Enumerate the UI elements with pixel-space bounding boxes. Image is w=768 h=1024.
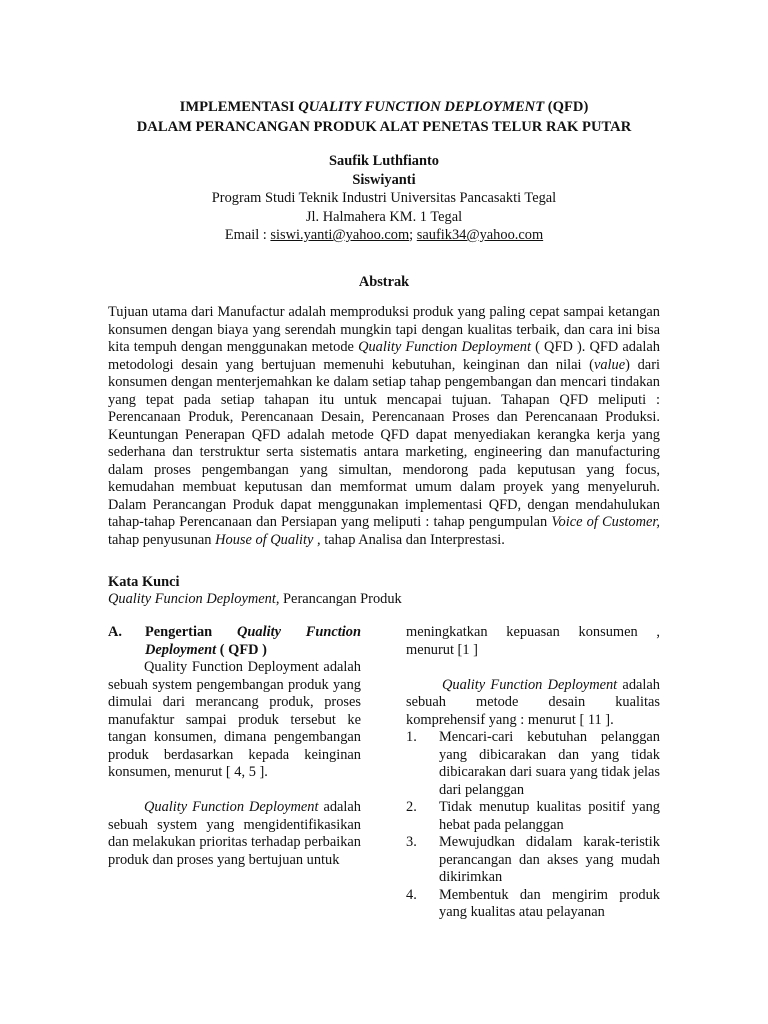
title-line-1: IMPLEMENTASI QUALITY FUNCTION DEPLOYMENT (QFD) [179, 99, 589, 115]
keywords-heading: Kata Kunci [108, 574, 180, 590]
section-number: A. [108, 624, 122, 640]
section-a-paragraph-1: Quality Function Deployment adalah sebuah system pengembangan produk yang dimulai dari merancang produk, proses manufaktur sampai produk tersebut ke tangan konsumen, dimana pengembangan produk berdasarkan kepada keinginan konsumen, menurut [ 4, 5 ]. [108, 659, 361, 780]
author-block [0, 152, 768, 245]
address: Jl. Halmahera KM. 1 Tegal [305, 208, 463, 225]
section-a-paragraph-2: Quality Function Deployment adalah sebuah system yang mengidentifikasikan dan melakukan prioritas terhadap perbaikan produk dan proses yang bertujuan untuk [108, 799, 361, 868]
list-item: 3. Mewujudkan didalam karak-teristik perancangan dan akses yang mudah dikirimkan [406, 834, 660, 885]
right-column [406, 624, 660, 922]
section-title: Pengertian Quality Function Deployment ( QFD ) [145, 624, 361, 658]
paper-title [0, 97, 768, 137]
left-column [108, 624, 361, 869]
email-link-2[interactable]: saufik34@yahoo.com [416, 227, 544, 243]
email-link-1[interactable]: siswi.yanti@yahoo.com [270, 227, 410, 243]
email-line: Email : siswi.yanti@yahoo.com; saufik34@yahoo.com [224, 227, 544, 243]
list-item: 2. Tidak menutup kualitas positif yang hebat pada pelanggan [406, 799, 660, 833]
keywords-text: Quality Funcion Deployment, Perancangan Produk [108, 591, 402, 607]
section-a-heading [108, 624, 361, 659]
author-2: Siswiyanti [352, 171, 416, 188]
qfd-characteristics-list [406, 729, 660, 922]
list-item: 4. Membentuk dan mengirim produk yang kualitas atau pelayanan [406, 886, 660, 920]
list-item: 1. Mencari-cari kebutuhan pelanggan yang dibicarakan dan yang tidak dibicarakan dari suara yang tidak jelas dari pelanggan [406, 729, 660, 798]
affiliation: Program Studi Teknik Industri Universitas Pancasakti Tegal [211, 190, 557, 206]
abstract-heading: Abstrak [358, 274, 410, 290]
right-paragraph-continued: meningkatkan kepuasan konsumen , menurut [1 ] [406, 624, 660, 658]
abstract-text: Tujuan utama dari Manufactur adalah memproduksi produk yang paling cepat sampai ketangan konsumen dengan biaya yang serendah mungkin tapi dengan kualitas terbaik, dan cara ini bisa kita tempuh dengan menggunakan metode Quality Function Deployment ( QFD ). QFD adalah metodologi desain yang bertujuan memenuhi kebutuhan, keinginan dan nilai (value) dari konsumen dengan menterjemahkan ke dalam setiap tahap pengembangan dan mencari tindakan yang tepat pada setiap tahapan itu untuk mencapai tujuan. Tahapan QFD meliputi : Perencanaan Produk, Perencanaan Desain, Perencanaan Proses dan Perencanaan Produksi. Keuntungan Penerapan QFD adalah metode QFD dapat menyediakan kerangka kerja yang sederhana dan terstruktur serta sistematis antara marketing, engineering dan manufacturing dalam proses pengembangan yang simultan, mendorong pada keputusan yang focus, kemudahan membuat keputusan dan memformat umum dalam proyek yang menyeluruh. Dalam Perancangan Produk dapat menggunakan implementasi QFD, dengan mendahulukan tahap-tahap Perencanaan dan Persiapan yang meliputi : tahap pengumpulan Voice of Customer, tahap penyusunan House of Quality , tahap Analisa dan Interprestasi. [108, 304, 660, 548]
right-paragraph-qfd: Quality Function Deployment adalah sebuah metode desain kualitas komprehensif yang : menurut [ 11 ]. [406, 676, 660, 728]
author-1: Saufik Luthfianto [329, 153, 439, 169]
title-line-2: DALAM PERANCANGAN PRODUK ALAT PENETAS TELUR RAK PUTAR [136, 119, 632, 135]
